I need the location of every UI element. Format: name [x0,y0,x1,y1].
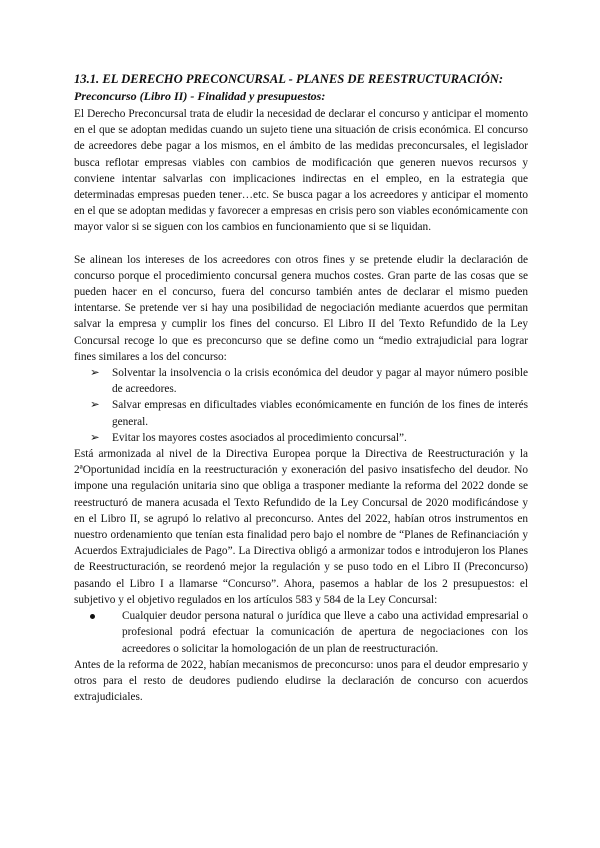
paragraph-gap [74,236,528,252]
aims-list [74,365,528,446]
section-heading: 13.1. EL DERECHO PRECONCURSAL - PLANES DE REESTRUCTURACIÓN: [74,72,504,86]
paragraph-interests: Se alinean los intereses de los acreedores con otros fines y se pretende eludir la declaración de concurso porque el procedimiento concursal genera muchos costes. Gran parte de las cosas que se pueden hacer en el concurso, fuera del concurso también antes de declarar el mismo pueden intentarse. Se pretende ver si hay una posibilidad de negociación mediante acuerdos que permitan salvar la empresa y cumplir los fines del concurso. El Libro II del Texto Refundido de la Ley Concursal recoge lo que es preconcurso que se define como un “medio extrajudicial para lograr fines similares a los del concurso: [74,253,528,363]
list-item-text: Salvar empresas en dificultades viables económicamente en función de los fines de interés general. [112,399,528,428]
arrow-bullet-icon: ➢ [90,399,100,412]
arrow-bullet-icon: ➢ [90,367,100,380]
list-item [74,397,528,429]
paragraph-directive: Está armonizada al nivel de la Directiva Europea porque la Directiva de Reestructuración y la 2ªOportunidad incidía en la reestructuración y exoneración del pasivo insatisfecho del deudor. No impone una regulación unitaria sino que obliga a trasponer mediante la reforma del 2022 donde se reestructuró de manera acusada el Texto Refundido de la Ley Concursal de 2020 modificándose y en el Libro II, se agrupó lo relativo al preconcurso. Antes del 2022, habían otros instrumentos en nuestro ordenamiento que tenían esta finalidad pero bajo el nombre de “Planes de Refinanciación y Acuerdos Extrajudiciales de Pago”. La Directiva obligó a armonizar todos e introdujeron los Planes de Reestructuración, se reordenó mejor la regulación y se puso todo en el Libro II (Preconcurso) pasando el Libro I a llamarse “Concurso”. Ahora, pasemos a hablar de los 2 presupuestos: el subjetivo y el objetivo regulados en los artículos 583 y 584 de la Ley Concursal: [74,448,528,606]
list-item-text: Evitar los mayores costes asociados al procedimiento concursal”. [112,431,407,444]
section-subheading: Preconcurso (Libro II) - Finalidad y presupuestos: [74,89,326,103]
subjective-requirement-list [74,608,528,657]
paragraph-intro: El Derecho Preconcursal trata de eludir la necesidad de declarar el concurso y anticipar el momento en el que se adoptan medidas cuando un sujeto tiene una situación de crisis económica. El concurso de acreedores debe pagar a los mismos, en el ámbito de las medidas preconcursales, el legislador busca reflotar empresas viables con cambios de modificación que generen nuevos recursos y conviene intentar salvarlas con implicaciones indirectas en el empleo, en la estrategia que determinadas empresas pueden tener…etc. Se busca pagar a los acreedores y anticipar el momento en el que se adoptan medidas y favorecer a empresas en crisis pero son viables económicamente con mayor valor si se siguen con los cambios en funcionamiento que si se liquidan. [74,108,528,234]
list-item [74,608,528,657]
list-item-text: Cualquier deudor persona natural o jurídica que lleve a cabo una actividad empresarial o profesional podrá efectuar la comunicación de apertura de negociaciones con los acreedores o solicitar la homologación de un plan de reestructuración. [122,610,528,655]
document-page [74,71,528,705]
list-item [74,365,528,397]
bullet-dot-icon [90,608,102,624]
list-item-text: Solventar la insolvencia o la crisis económica del deudor y pagar al mayor número posible de acreedores. [112,367,528,396]
paragraph-before-reform: Antes de la reforma de 2022, habían mecanismos de preconcurso: unos para el deudor empresario y otros para el resto de deudores pudiendo eludirse la declaración de concurso con acuerdos extrajudiciales. [74,658,528,704]
list-item [74,430,528,446]
arrow-bullet-icon: ➢ [90,431,100,444]
